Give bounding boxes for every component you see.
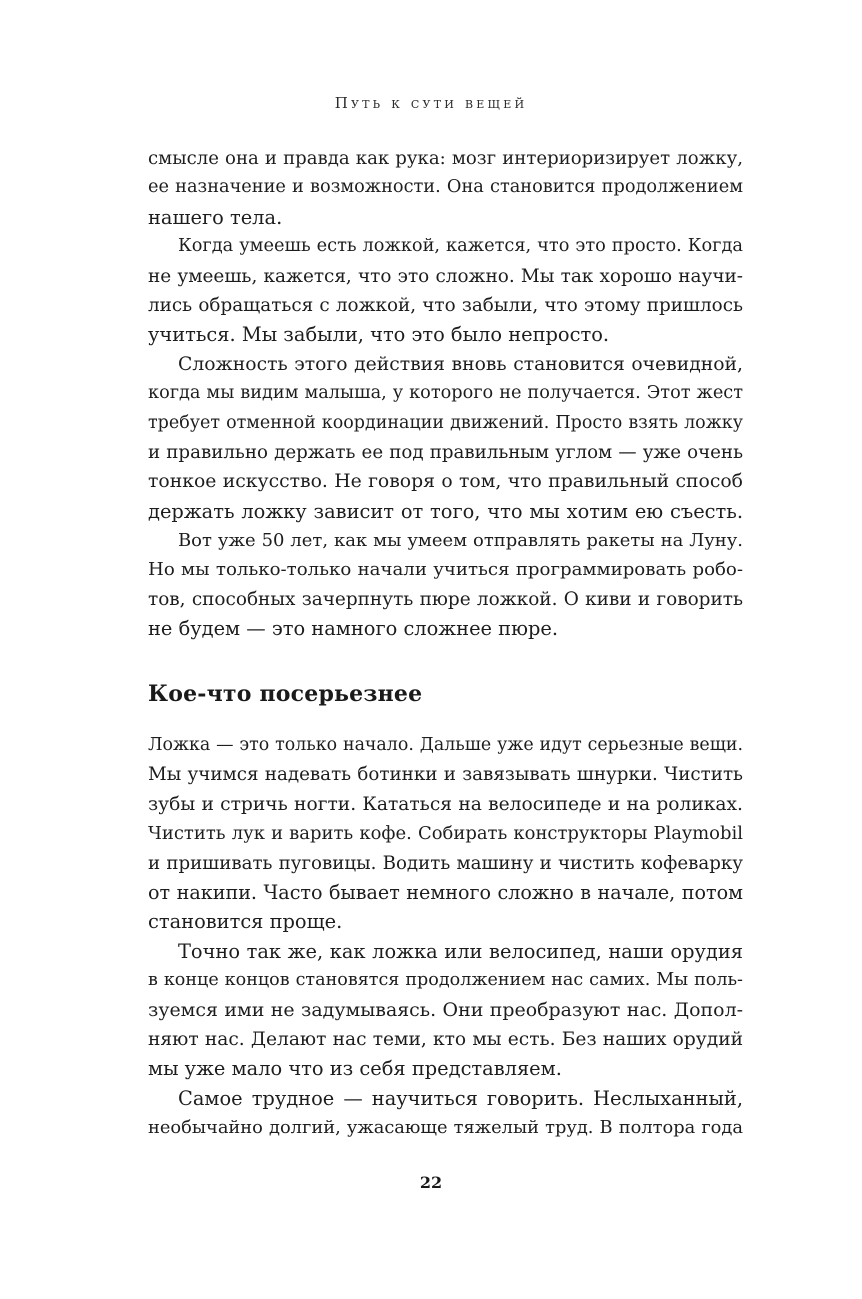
text-line: тонкое искусство. Не говоря о том, что правильный способ (148, 471, 743, 493)
text-line: в конце концов становятся продолжением нас самих. Мы поль- (148, 970, 743, 991)
text-line: становится проще. (148, 910, 343, 934)
text-line: держать ложку зависит от того, что мы хотим ею съесть. (148, 499, 743, 523)
text-line: Ложка — это только начало. Дальше уже идут серьезные вещи. (148, 735, 743, 755)
text-line: Когда умеешь есть ложкой, кажется, что это просто. Когда (178, 236, 743, 257)
text-line: Самое трудное — научиться говорить. Неслыханный, (178, 1086, 743, 1110)
text-line: ее назначение и возможности. Она становится продолжением (148, 177, 743, 198)
text-line: учиться. Мы забыли, что это было непросто. (148, 323, 610, 347)
text-line: требует отменной координации движений. Просто взять ложку (148, 412, 743, 433)
section-heading: Кое-что посерьезнее (148, 681, 423, 707)
text-line: не умеешь, кажется, что это сложно. Мы так хорошо научи- (148, 265, 743, 287)
text-line: и правильно держать ее под правильным углом — уже очень (148, 441, 743, 463)
text-line: от накипи. Часто бывает немного сложно в начале, потом (148, 880, 743, 904)
text-line: зуемся ими не задумываясь. Они преобразуют нас. Допол- (148, 998, 743, 1021)
running-head: Путь к сути вещей (334, 94, 528, 112)
text-line: Вот уже 50 лет, как мы умеем отправлять ракеты на Луну. (178, 530, 743, 552)
text-line: няют нас. Делают нас теми, кто мы есть. Без наших орудий (148, 1028, 743, 1050)
text-line: тов, способных зачерпнуть пюре ложкой. О киви и говорить (148, 588, 743, 610)
text-line: мы уже мало что из себя представляем. (148, 1057, 562, 1081)
text-line: зубы и стричь ногти. Кататься на велосипеде и на роликах. (148, 793, 743, 815)
text-line: Сложность этого действия вновь становится очевидной, (178, 353, 743, 375)
text-line: смысле она и правда как рука: мозг интериоризирует ложку, (148, 148, 743, 169)
text-line: и пришивать пуговицы. Водить машину и чистить кофеварку (148, 852, 743, 874)
text-line: Но мы только-только начали учиться программировать робо- (148, 559, 743, 581)
text-line: Точно так же, как ложка или велосипед, наши орудия (178, 939, 743, 963)
text-line: необычайно долгий, ужасающе тяжелый труд. В полтора года (148, 1117, 743, 1139)
text-line: Чистить лук и варить кофе. Собирать конструкторы Playmobil (148, 823, 743, 845)
text-line: когда мы видим малыша, у которого не получается. Этот жест (148, 383, 743, 404)
text-line: нашего тела. (148, 205, 283, 229)
text-line: Мы учимся надевать ботинки и завязывать шнурки. Чистить (148, 764, 743, 786)
text-line: не будем — это намного сложнее пюре. (148, 617, 559, 641)
body-text-block-1 (148, 144, 743, 644)
body-text-block-2 (148, 731, 743, 1142)
page-number: 22 (419, 1173, 443, 1192)
text-line: лись обращаться с ложкой, что забыли, что этому пришлось (148, 294, 743, 316)
